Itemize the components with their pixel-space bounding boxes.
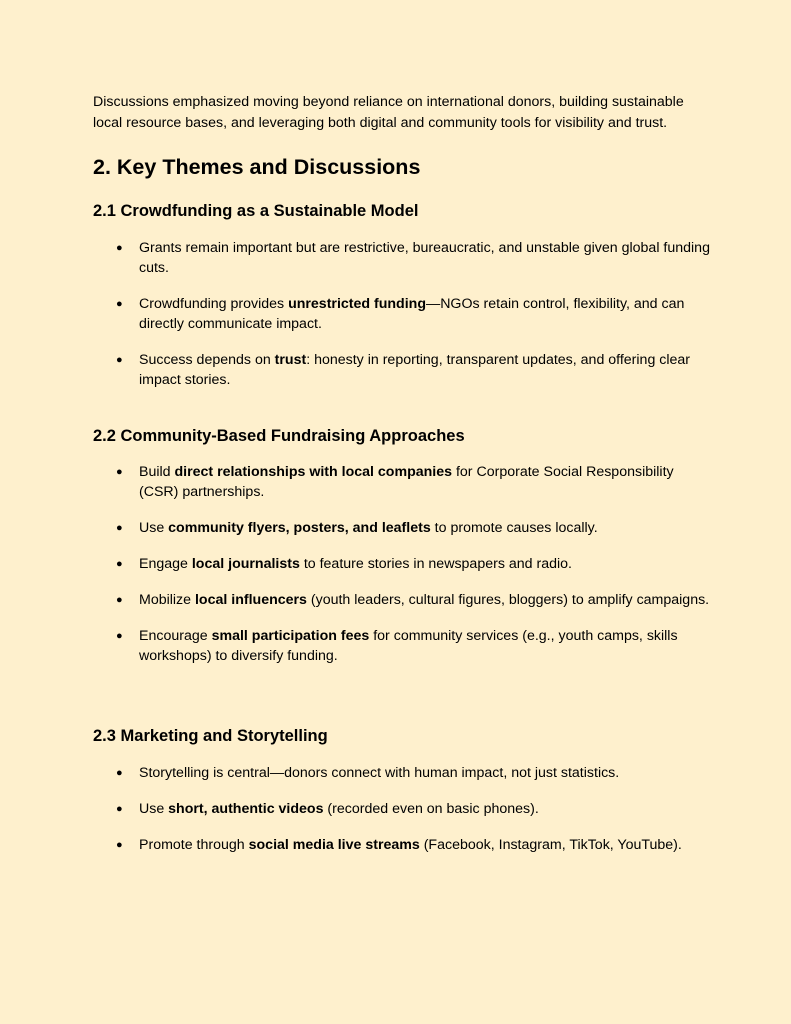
- list-item: ● Success depends on trust: honesty in reporting, transparent updates, and offering clear impact stories.: [116, 352, 691, 388]
- bullet-icon: ●: [116, 466, 123, 478]
- bullet-list-2-1: [93, 238, 713, 406]
- subsection-title-2-1: 2.1 Crowdfunding as a Sustainable Model: [93, 202, 419, 220]
- list-item: ● Build direct relationships with local companies for Corporate Social Responsibility (CSR) partnerships.: [116, 464, 674, 500]
- list-item: ● Mobilize local influencers (youth leaders, cultural figures, bloggers) to amplify campaigns.: [116, 592, 710, 608]
- subsection-title-2-2: 2.2 Community-Based Fundraising Approaches: [93, 427, 465, 445]
- list-item: ● Encourage small participation fees for community services (e.g., youth camps, skills workshops) to diversify funding.: [116, 628, 678, 664]
- list-item: ● Storytelling is central—donors connect with human impact, not just statistics.: [116, 765, 620, 781]
- subsection-title-2-3: 2.3 Marketing and Storytelling: [93, 727, 328, 745]
- intro-paragraph: Discussions emphasized moving beyond reliance on international donors, building sustainable local resource bases, and leveraging both digital and community tools for visibility and trust.: [93, 94, 684, 131]
- bullet-icon: ●: [116, 242, 123, 254]
- document-page: [93, 92, 713, 853]
- list-item: ● Use short, authentic videos (recorded even on basic phones).: [116, 801, 539, 817]
- bullet-icon: ●: [116, 839, 123, 851]
- list-item: ● Promote through social media live streams (Facebook, Instagram, TikTok, YouTube).: [116, 837, 682, 853]
- bullet-icon: ●: [116, 630, 123, 642]
- bullet-icon: ●: [116, 803, 123, 815]
- bullet-icon: ●: [116, 594, 123, 606]
- list-item: ● Grants remain important but are restrictive, bureaucratic, and unstable given global funding cuts.: [116, 240, 710, 276]
- list-item: ● Use community flyers, posters, and leaflets to promote causes locally.: [116, 520, 598, 536]
- bullet-icon: ●: [116, 522, 123, 534]
- bullet-icon: ●: [116, 354, 123, 366]
- bullet-icon: ●: [116, 558, 123, 570]
- bullet-list-2-2: [93, 462, 713, 682]
- list-item: ● Crowdfunding provides unrestricted funding—NGOs retain control, flexibility, and can directly communicate impact.: [116, 296, 685, 332]
- bullet-icon: ●: [116, 298, 123, 310]
- bullet-icon: ●: [116, 767, 123, 779]
- bullet-list-2-3: [93, 763, 713, 871]
- section-heading: 2. Key Themes and Discussions: [93, 155, 421, 179]
- list-item: ● Engage local journalists to feature stories in newspapers and radio.: [116, 556, 572, 572]
